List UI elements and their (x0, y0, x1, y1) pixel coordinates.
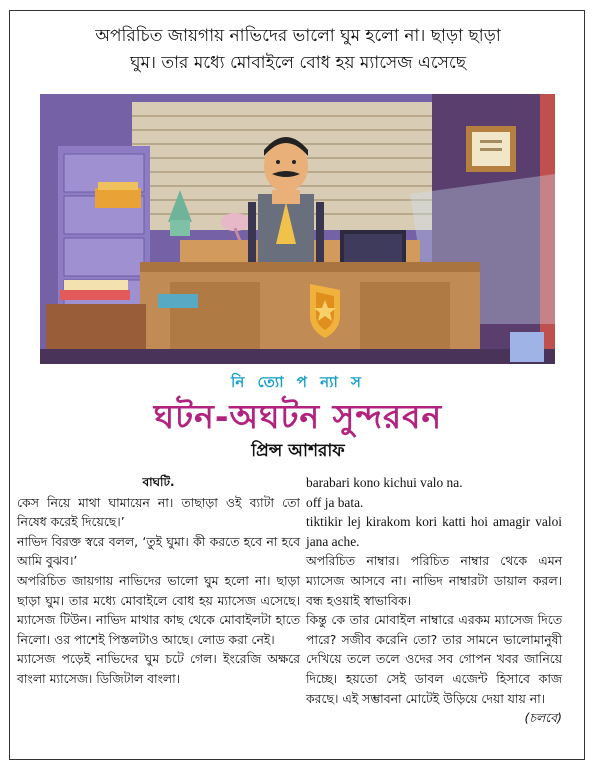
sms-text-line: barabari kono kichui valo na. (306, 475, 463, 490)
headline-line-1: অপরিচিত জায়গায় নাভিদের ভালো ঘুম হলো না। ছাড়া ছাড়া (95, 26, 501, 46)
wall-certificate (466, 126, 516, 172)
headline-line-2: ঘুম। তার মধ্যে মোবাইলে বোধ হয় ম্যাসেজ এসেছে (129, 53, 467, 73)
continued-marker: (চলবে) (524, 710, 562, 726)
left-paragraph: নাভিদ বিরক্ত স্বরে বলল, ‘তুই ঘুমা। কী করতে হবে না হবে আমি বুঝব।’ (17, 533, 300, 569)
story-illustration (40, 94, 555, 364)
column-subheading: বাঘটি. (142, 475, 175, 489)
detective-figure (258, 137, 314, 266)
right-paragraph: কিন্তু কে তার মোবাইল নাম্বারে এরকম ম্যাসেজ দিতে পারে? সজীব করেনি তো? তার সামনে ভালোমানুষী দেখিয়ে তলে তলে ওদের সব গোপন খবর জানিয়ে দিচ্ছে। হয়তো সেই ডাবল এজেন্ট হিসাবে কাজ করছে। এই সম্ভাবনা মোটেই উড়িয়ে দেয়া যায় না। (306, 612, 562, 706)
series-label: নি ত্যো প ন্যা স (231, 373, 365, 391)
left-paragraph: অপরিচিত জায়গায় নাভিদের ভালো ঘুম হলো না। ছাড়া ছাড়া ঘুম। তার মধ্যে মোবাইলে বোধ হয় ম্যাসেজ এসেছে। ম্যাসেজ টিউন। নাভিদ মাথার কাছ থেকে মোবাইলটা হাতে নিলো। ওর পাশেই পিস্তলটাও আছে। লোড করা নেই। (17, 572, 300, 647)
right-paragraph: অপরিচিত নাম্বার। পরিচিত নাম্বার থেকে এমন ম্যাসেজ আসবে না। নাভিদ নাম্বারটা ডায়াল করল। বন্ধ হওয়াই স্বাভাবিক। (306, 553, 562, 608)
right-column (306, 473, 562, 728)
story-title: ঘটন-অঘটন সুন্দরবন (153, 397, 443, 436)
sms-text-line: tiktikir lej kirakom kori katti hoi amagir valoi jana ache. (306, 514, 562, 549)
left-column (17, 473, 300, 689)
author-name: প্রিন্স আশরাফ (251, 441, 345, 461)
left-paragraph: ম্যাসেজ পড়েই নাভিদের ঘুম চটে গেল। ইংরেজি অক্ষরে বাংলা ম্যাসেজ। ডিজিটাল বাংলা। (17, 651, 300, 686)
article-frame (9, 10, 585, 760)
pull-quote-headline (22, 23, 574, 77)
sms-text-line: off ja bata. (306, 494, 364, 510)
left-paragraph: কেস নিয়ে মাথা ঘামায়েন না। তাছাড়া ওই ব্যাটা তো নিষেধ করেই দিয়েছে।’ (17, 494, 300, 530)
